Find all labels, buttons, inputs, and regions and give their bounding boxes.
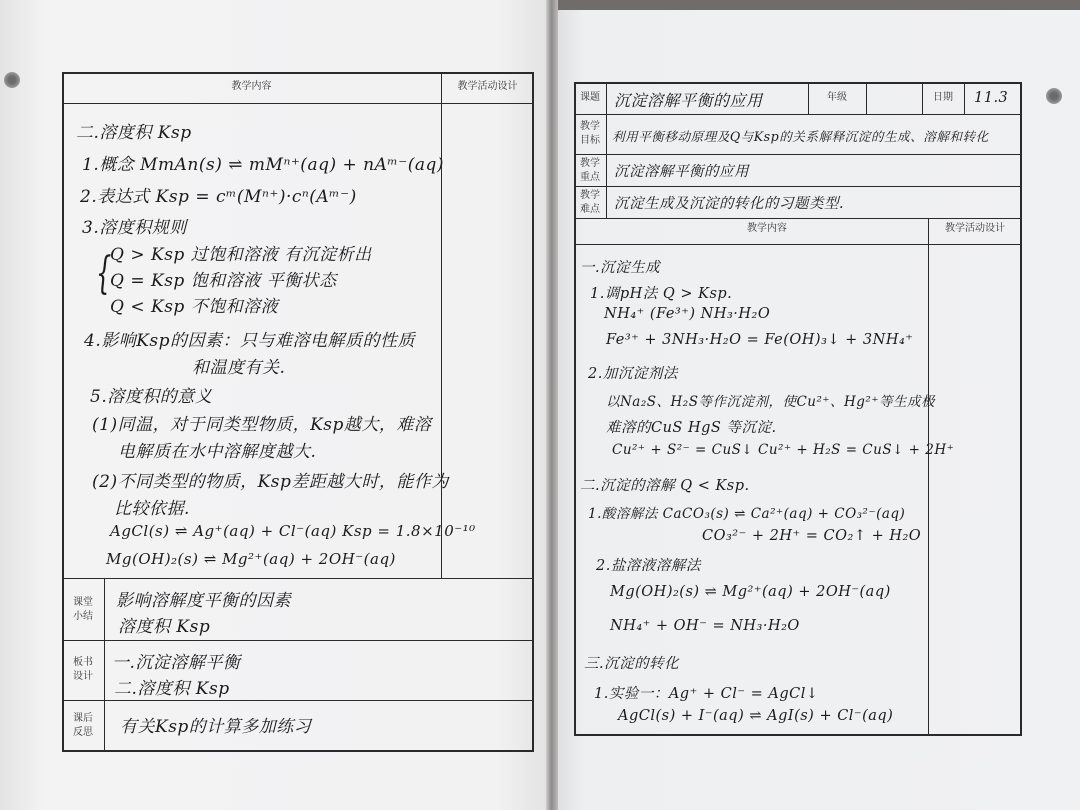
right-rule-topic [574, 114, 1022, 115]
left-line-14: AgCl(s) ⇌ Ag⁺(aq) + Cl⁻(aq) Ksp = 1.8×10⁻¹⁰ [110, 522, 476, 540]
right-line-12: Mg(OH)₂(s) ⇌ Mg²⁺(aq) + 2OH⁻(aq) [610, 584, 891, 600]
right-rule-goal [574, 154, 1022, 155]
board-label: 板书 设计 [73, 657, 93, 682]
left-line-3: 3.溶度积规则 [82, 218, 187, 238]
left-line-0: 二.溶度积 Ksp [76, 123, 192, 143]
right-line-5: 以Na₂S、H₂S等作沉淀剂，使Cu²⁺、Hg²⁺等生成极 [606, 394, 935, 410]
right-line-8: 二.沉淀的溶解 Q < Ksp. [580, 478, 750, 494]
left-header-content: 教学内容 [231, 81, 272, 92]
right-header-activity: 教学活动设计 [945, 223, 1005, 234]
topic-value: 沉淀溶解平衡的应用 [614, 91, 763, 110]
left-line-15: Mg(OH)₂(s) ⇌ Mg²⁺(aq) + 2OH⁻(aq) [106, 550, 396, 568]
right-line-4: 2.加沉淀剂法 [588, 366, 678, 382]
summary-line-0: 影响溶解度平衡的因素 [116, 591, 291, 611]
left-brace: { [96, 248, 112, 299]
key-label: 教学 重点 [580, 158, 600, 183]
left-line-12: (2)不同类型的物质，Ksp差距越大时，能作为 [92, 472, 449, 492]
binder-hole-right [1046, 88, 1062, 104]
right-line-10: CO₃²⁻ + 2H⁺ = CO₂↑ + H₂O [702, 528, 922, 544]
right-header-rule [574, 244, 1022, 245]
right-rule-difficulty [574, 218, 1022, 219]
right-header-content: 教学内容 [747, 223, 787, 234]
reflection-line-0: 有关Ksp的计算多加练习 [120, 717, 312, 737]
difficulty-label: 教学 难点 [580, 190, 600, 215]
right-line-7: Cu²⁺ + S²⁻ = CuS↓ Cu²⁺ + H₂S = CuS↓ + 2H⁺ [612, 442, 955, 458]
date-label: 日期 [933, 92, 953, 103]
reflection-label: 课后 反思 [73, 713, 93, 738]
left-line-11: 电解质在水中溶解度越大. [118, 442, 317, 462]
date-value: 11.3 [974, 90, 1009, 106]
right-line-6: 难溶的CuS HgS 等沉淀. [606, 420, 777, 436]
right-line-13: NH₄⁺ + OH⁻ = NH₃·H₂O [610, 618, 800, 634]
left-rule-reflection [62, 700, 534, 701]
left-line-5: Q = Ksp 饱和溶液 平衡状态 [110, 271, 337, 291]
right-label-divider [606, 82, 607, 218]
grade-value-divider [866, 82, 867, 114]
left-line-13: 比较依据. [114, 499, 190, 519]
date-value-divider [964, 82, 965, 114]
left-line-7: 4.影响Ksp的因素：只与难溶电解质的性质 [84, 331, 416, 351]
left-column-divider [441, 72, 442, 578]
right-line-16: AgCl(s) + I⁻(aq) ⇌ AgI(s) + Cl⁻(aq) [618, 708, 894, 724]
left-line-4: Q > Ksp 过饱和溶液 有沉淀析出 [110, 245, 372, 265]
right-line-11: 2.盐溶液溶解法 [596, 558, 701, 574]
goal-value: 利用平衡移动原理及Q与Ksp的关系解释沉淀的生成、溶解和转化 [612, 129, 989, 144]
topic-label: 课题 [580, 92, 600, 103]
right-line-2: NH₄⁺ (Fe³⁺) NH₃·H₂O [604, 306, 771, 322]
left-label-divider [104, 578, 105, 752]
right-line-14: 三.沉淀的转化 [584, 656, 680, 672]
right-line-9: 1.酸溶解法 CaCO₃(s) ⇌ Ca²⁺(aq) + CO₃²⁻(aq) [588, 506, 906, 522]
left-line-8: 和温度有关. [192, 358, 286, 378]
grade-label: 年级 [827, 92, 847, 103]
board-line-0: 一.沉淀溶解平衡 [112, 653, 241, 673]
summary-line-1: 溶度积 Ksp [118, 617, 211, 637]
right-column-divider [928, 218, 929, 736]
left-header-rule [62, 103, 534, 104]
right-line-3: Fe³⁺ + 3NH₃·H₂O = Fe(OH)₃↓ + 3NH₄⁺ [606, 332, 914, 348]
left-line-10: (1)同温，对于同类型物质，Ksp越大，难溶 [92, 415, 432, 435]
left-rule-summary [62, 578, 534, 579]
left-line-2: 2.表达式 Ksp = cᵐ(Mⁿ⁺)·cⁿ(Aᵐ⁻) [80, 187, 357, 207]
right-line-1: 1.调pH法 Q > Ksp. [590, 286, 733, 302]
right-rule-key [574, 186, 1022, 187]
book-spine [546, 0, 558, 810]
left-rule-board [62, 640, 534, 641]
left-line-6: Q < Ksp 不饱和溶液 [110, 297, 279, 317]
key-value: 沉淀溶解平衡的应用 [614, 164, 749, 180]
difficulty-value: 沉淀生成及沉淀的转化的习题类型. [614, 196, 845, 212]
right-line-15: 1.实验一：Ag⁺ + Cl⁻ = AgCl↓ [594, 686, 819, 702]
left-header-activity: 教学活动设计 [457, 81, 518, 92]
summary-label: 课堂 小结 [73, 597, 93, 622]
left-line-9: 5.溶度积的意义 [90, 387, 213, 407]
board-line-1: 二.溶度积 Ksp [114, 679, 230, 699]
left-line-1: 1.概念 MmAn(s) ⇌ mMⁿ⁺(aq) + nAᵐ⁻(aq) [82, 155, 445, 175]
binder-hole-left [4, 72, 20, 88]
goal-label: 教学 目标 [580, 121, 600, 146]
right-line-0: 一.沉淀生成 [580, 260, 661, 276]
